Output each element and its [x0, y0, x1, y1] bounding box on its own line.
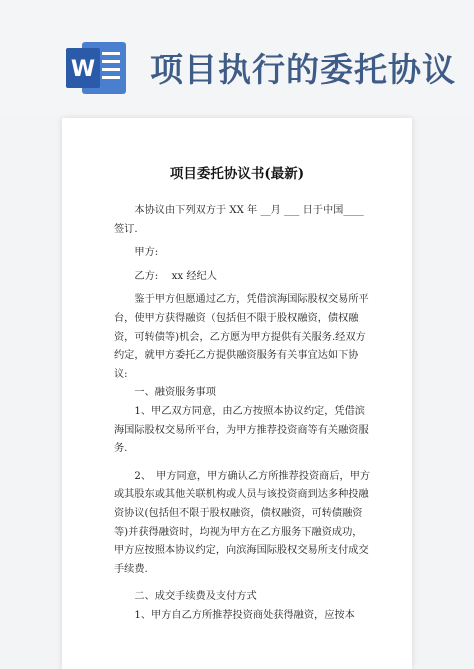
- intro-paragraph: 本协议由下列双方于 XX 年 __月 ___ 日于中国____签订.: [114, 205, 364, 235]
- document-title: 项目委托协议书(最新): [169, 166, 305, 182]
- recital-paragraph: 鉴于甲方但愿通过乙方，凭借滨海国际股权交易所平台，使甲方获得融资（包括但不限于股权融资，债权融资，可转债等)机会，乙方愿为甲方提供有关服务.经双方约定，就甲方委托乙方提供融资服务有关事宜达如下协议:: [114, 294, 369, 380]
- document-body: [114, 202, 372, 625]
- section-heading: 二、成交手续费及支付方式: [134, 591, 257, 603]
- svg-text:W: W: [70, 57, 96, 82]
- header-title: 项目执行的委托协议: [150, 50, 456, 89]
- party-a-line: 甲方:: [134, 247, 159, 259]
- header-banner: [0, 0, 474, 118]
- section-heading: 一、融资服务事项: [134, 387, 216, 399]
- clause-paragraph: 2、 甲方同意，甲方确认乙方所推荐投资商后，甲方或其股东或其他关联机构或人员与该投资商到达多种投融资协议(包括但不限于股权融资，债权融资，可转债融资等)并获得融资时，均视为甲方在乙方服务下融资成功，甲方应按照本协议约定，向滨海国际股权交易所支付成交手续费.: [114, 470, 371, 575]
- clause-paragraph: 1、甲方自乙方所推荐投资商处获得融资，应按本: [134, 609, 355, 621]
- document-page: [62, 118, 412, 669]
- clause-paragraph: 1、甲乙双方同意，由乙方按照本协议约定，凭借滨海国际股权交易所平台，为甲方推荐投资商等有关融资服务.: [114, 405, 369, 455]
- word-doc-icon: [64, 38, 128, 98]
- party-b-line: 乙方: xx 经纪人: [134, 270, 217, 282]
